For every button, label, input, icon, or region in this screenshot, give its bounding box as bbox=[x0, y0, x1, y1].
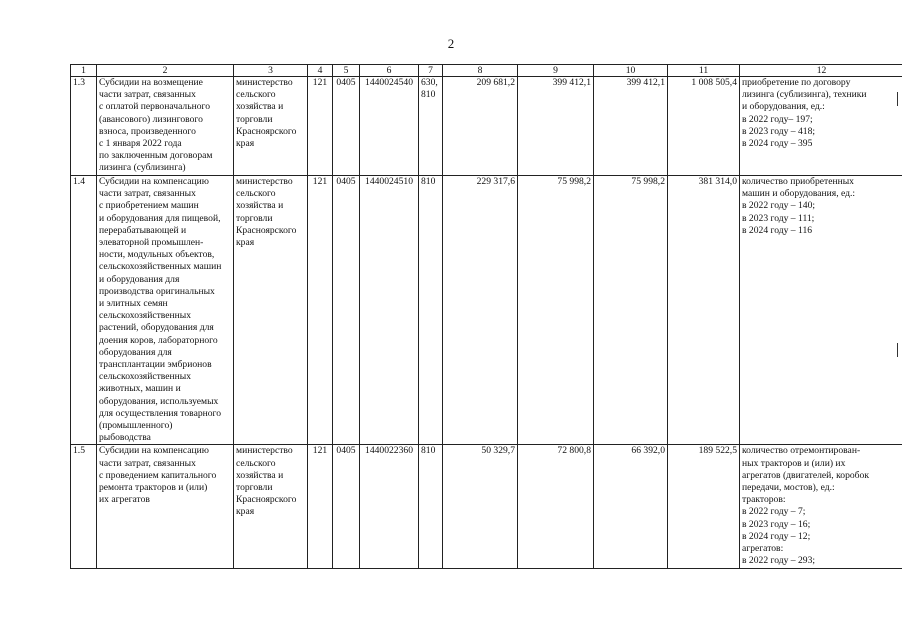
expected-result-cell-line: количество приобретенных bbox=[742, 176, 854, 187]
measure-name-cell-line: и оборудования для bbox=[99, 273, 180, 285]
expected-result-cell-line: агрегатов: bbox=[742, 543, 784, 555]
amount-total-cell: 189 522,5 bbox=[668, 445, 740, 569]
col-header-11: 11 bbox=[668, 65, 740, 77]
measure-name-cell-line: части затрат, связанных bbox=[99, 457, 196, 469]
measure-name-cell-line: их агрегатов bbox=[99, 494, 150, 506]
expense-type-cell-line: 810 bbox=[421, 176, 436, 187]
amount-2023-cell: 399 412,1 bbox=[518, 77, 594, 176]
amount-2024-cell: 399 412,1 bbox=[594, 77, 668, 176]
amount-2023-cell: 75 998,2 bbox=[518, 176, 594, 445]
scan-edge-mark bbox=[897, 343, 898, 357]
col-header-3: 3 bbox=[234, 65, 308, 77]
expected-result-cell-line: в 2023 году – 16; bbox=[742, 518, 811, 530]
col-header-12: 12 bbox=[740, 65, 902, 77]
measure-name-cell-line: сельскохозяйственных bbox=[99, 371, 192, 383]
measure-name-cell-line: (авансового) лизингового bbox=[99, 113, 203, 125]
measure-name-cell-line: элеваторной промышлен- bbox=[99, 237, 204, 249]
expected-result-cell-line: машин и оборудования, ед.: bbox=[742, 188, 856, 200]
measure-name-cell-line: сельскохозяйственных bbox=[99, 310, 192, 322]
amount-2022-cell: 229 317,6 bbox=[443, 176, 518, 445]
ministry-cell-line: Красноярского bbox=[236, 125, 297, 137]
target-code-cell: 1440024510 bbox=[360, 176, 419, 445]
amount-total-cell: 381 314,0 bbox=[668, 176, 740, 445]
ministry-cell-line: сельского bbox=[236, 188, 276, 200]
grbs-code-cell: 121 bbox=[308, 445, 333, 569]
ministry-cell-line: Красноярского bbox=[236, 494, 297, 506]
ministry-cell-line: края bbox=[236, 506, 255, 518]
expected-result-cell-line: в 2024 году – 12; bbox=[742, 530, 811, 542]
row-number-cell: 1.4 bbox=[71, 176, 97, 445]
measure-name-cell-line: рыбоводства bbox=[99, 432, 151, 444]
expected-result-cell-line: в 2024 году – 116 bbox=[742, 224, 813, 236]
expected-result-cell-line: в 2022 году – 7; bbox=[742, 506, 806, 518]
expected-result-cell bbox=[740, 176, 902, 445]
expected-result-cell-line: в 2023 году – 111; bbox=[742, 212, 815, 224]
expected-result-cell-line: приобретение по договору bbox=[742, 77, 851, 88]
expected-result-cell-line: в 2022 году – 140; bbox=[742, 200, 816, 212]
col-header-5: 5 bbox=[333, 65, 360, 77]
section-code-cell: 0405 bbox=[333, 176, 360, 445]
measure-name-cell-line: оборудования для bbox=[99, 346, 172, 358]
amount-2023-cell: 72 800,8 bbox=[518, 445, 594, 569]
measure-name-cell-line: с 1 января 2022 года bbox=[99, 138, 182, 150]
ministry-cell-line: Красноярского bbox=[236, 224, 297, 236]
measure-name-cell-line: ремонта тракторов и (или) bbox=[99, 482, 208, 494]
row-number-cell: 1.3 bbox=[71, 77, 97, 176]
expected-result-cell bbox=[740, 445, 902, 569]
measure-name-cell-line: по заключенным договорам bbox=[99, 150, 213, 162]
measure-name-cell bbox=[97, 176, 234, 445]
measure-name-cell-line: трансплантации эмбрионов bbox=[99, 359, 212, 371]
section-code-cell: 0405 bbox=[333, 77, 360, 176]
col-header-2: 2 bbox=[97, 65, 234, 77]
table-row bbox=[71, 445, 902, 569]
measure-name-cell-line: Субсидии на возмещение bbox=[99, 77, 203, 88]
expected-result-cell-line: в 2024 году – 395 bbox=[742, 138, 813, 150]
measure-name-cell bbox=[97, 77, 234, 176]
measure-name-cell-line: (промышленного) bbox=[99, 420, 173, 432]
col-header-9: 9 bbox=[518, 65, 594, 77]
measure-name-cell-line: лизинга (сублизинга) bbox=[99, 162, 186, 174]
ministry-cell-line: торговли bbox=[236, 212, 273, 224]
expected-result-cell bbox=[740, 77, 902, 176]
ministry-cell-line: торговли bbox=[236, 482, 273, 494]
measure-name-cell-line: Субсидии на компенсацию bbox=[99, 176, 209, 187]
ministry-cell-line: министерство bbox=[236, 176, 293, 187]
col-header-6: 6 bbox=[360, 65, 419, 77]
col-header-4: 4 bbox=[308, 65, 333, 77]
amount-2022-cell: 209 681,2 bbox=[443, 77, 518, 176]
measure-name-cell-line: взноса, произведенного bbox=[99, 125, 196, 137]
measure-name-cell bbox=[97, 445, 234, 569]
measure-name-cell-line: и элитных семян bbox=[99, 298, 168, 310]
measure-name-cell-line: ности, модульных объектов, bbox=[99, 249, 215, 261]
ministry-cell-line: торговли bbox=[236, 113, 273, 125]
expense-type-cell bbox=[419, 176, 443, 445]
ministry-cell-line: края bbox=[236, 237, 255, 249]
expected-result-cell-line: в 2022 году – 293; bbox=[742, 555, 816, 567]
amount-2024-cell: 66 392,0 bbox=[594, 445, 668, 569]
measure-name-cell-line: с оплатой первоначального bbox=[99, 101, 210, 113]
ministry-cell-line: сельского bbox=[236, 457, 276, 469]
measure-name-cell-line: части затрат, связанных bbox=[99, 89, 196, 101]
section-code-cell: 0405 bbox=[333, 445, 360, 569]
amount-total-cell: 1 008 505,4 bbox=[668, 77, 740, 176]
expense-type-cell-line: 810 bbox=[421, 445, 436, 457]
target-code-cell: 1440022360 bbox=[360, 445, 419, 569]
expense-type-cell bbox=[419, 77, 443, 176]
measure-name-cell-line: с приобретением машин bbox=[99, 200, 199, 212]
measure-name-cell-line: и оборудования для пищевой, bbox=[99, 212, 221, 224]
expense-type-cell-line: 630, bbox=[421, 77, 438, 88]
ministry-cell-line: министерство bbox=[236, 77, 293, 88]
header-row bbox=[71, 65, 902, 77]
measure-name-cell-line: растений, оборудования для bbox=[99, 322, 214, 334]
ministry-cell bbox=[234, 445, 308, 569]
expected-result-cell-line: агрегатов (двигателей, коробок bbox=[742, 469, 869, 481]
expected-result-cell-line: и оборудования, ед.: bbox=[742, 101, 825, 113]
ministry-cell-line: края bbox=[236, 138, 255, 150]
expected-result-cell-line: ных тракторов и (или) их bbox=[742, 457, 846, 469]
measure-name-cell-line: животных, машин и bbox=[99, 383, 181, 395]
grbs-code-cell: 121 bbox=[308, 176, 333, 445]
measure-name-cell-line: для осуществления товарного bbox=[99, 407, 222, 419]
measure-name-cell-line: Субсидии на компенсацию bbox=[99, 445, 209, 457]
program-table bbox=[70, 64, 902, 569]
expense-type-cell-line: 810 bbox=[421, 89, 436, 101]
expected-result-cell-line: в 2022 году– 197; bbox=[742, 113, 813, 125]
col-header-10: 10 bbox=[594, 65, 668, 77]
expected-result-cell-line: передачи, мостов), ед.: bbox=[742, 482, 835, 494]
expected-result-cell-line: тракторов: bbox=[742, 494, 786, 506]
ministry-cell-line: министерство bbox=[236, 445, 293, 457]
col-header-1: 1 bbox=[71, 65, 97, 77]
measure-name-cell-line: перерабатывающей и bbox=[99, 224, 187, 236]
table-row bbox=[71, 176, 902, 445]
measure-name-cell-line: части затрат, связанных bbox=[99, 188, 196, 200]
row-number-cell: 1.5 bbox=[71, 445, 97, 569]
grbs-code-cell: 121 bbox=[308, 77, 333, 176]
scan-edge-mark bbox=[897, 92, 898, 106]
ministry-cell-line: сельского bbox=[236, 89, 276, 101]
ministry-cell-line: хозяйства и bbox=[236, 469, 284, 481]
measure-name-cell-line: сельскохозяйственных машин bbox=[99, 261, 222, 273]
ministry-cell bbox=[234, 77, 308, 176]
table-row bbox=[71, 77, 902, 176]
ministry-cell-line: хозяйства и bbox=[236, 101, 284, 113]
expected-result-cell-line: лизинга (сублизинга), техники bbox=[742, 89, 867, 101]
measure-name-cell-line: оборудования, используемых bbox=[99, 395, 219, 407]
measure-name-cell-line: производства оригинальных bbox=[99, 285, 215, 297]
amount-2024-cell: 75 998,2 bbox=[594, 176, 668, 445]
measure-name-cell-line: доения коров, лабораторного bbox=[99, 334, 218, 346]
col-header-7: 7 bbox=[419, 65, 443, 77]
ministry-cell-line: хозяйства и bbox=[236, 200, 284, 212]
expense-type-cell bbox=[419, 445, 443, 569]
expected-result-cell-line: в 2023 году – 418; bbox=[742, 125, 816, 137]
amount-2022-cell: 50 329,7 bbox=[443, 445, 518, 569]
ministry-cell bbox=[234, 176, 308, 445]
target-code-cell: 1440024540 bbox=[360, 77, 419, 176]
col-header-8: 8 bbox=[443, 65, 518, 77]
measure-name-cell-line: с проведением капитального bbox=[99, 469, 217, 481]
expected-result-cell-line: количество отремонтирован- bbox=[742, 445, 861, 457]
page-number: 2 bbox=[447, 36, 455, 51]
